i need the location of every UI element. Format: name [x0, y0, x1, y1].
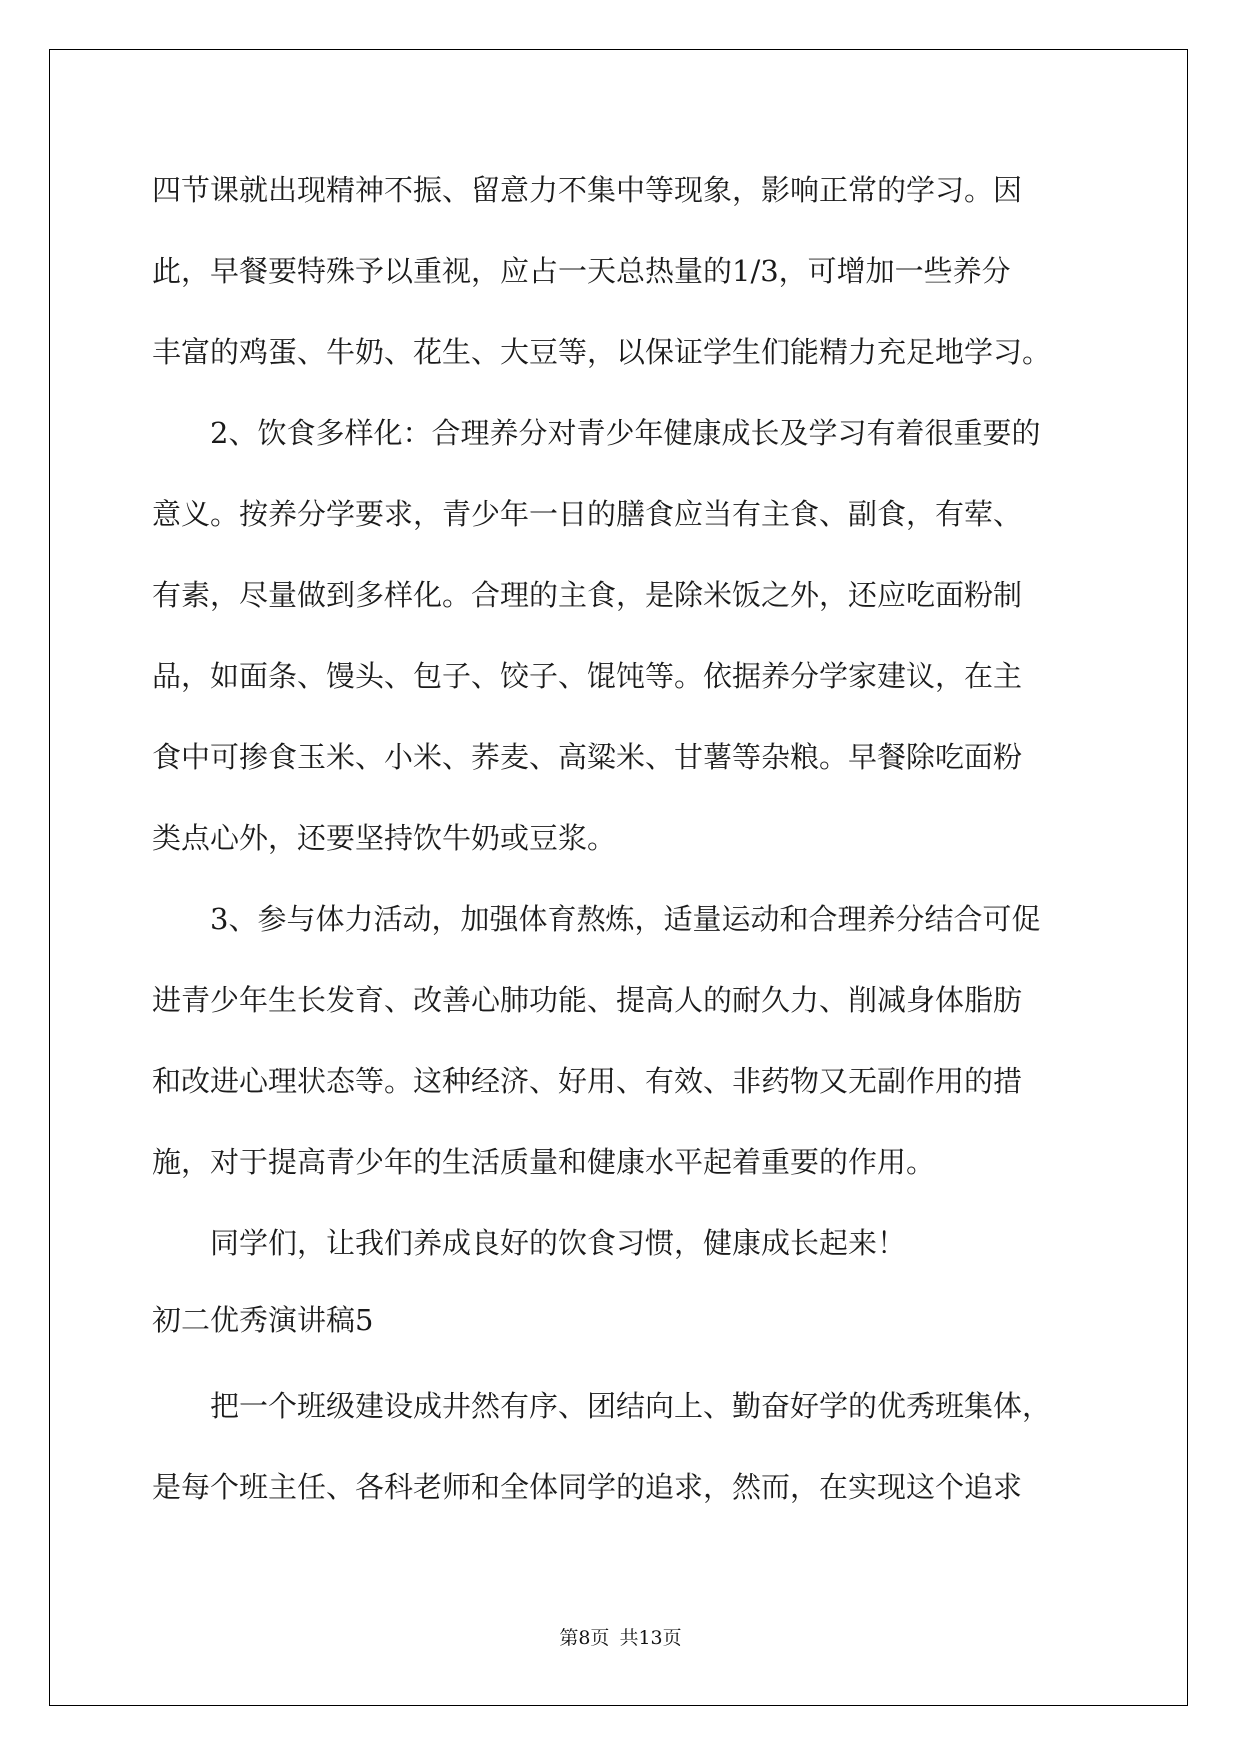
paragraph-5-line-2: 是每个班主任、各科老师和全体同学的追求，然而，在实现这个追求: [152, 1470, 1023, 1504]
page-footer: [0, 1623, 1241, 1650]
page-number: 第8页: [559, 1627, 610, 1649]
paragraph-3-line-3: 和改进心理状态等。这种经济、好用、有效、非药物又无副作用的措: [152, 1064, 1023, 1098]
paragraph-1-line-3: 丰富的鸡蛋、牛奶、花生、大豆等，以保证学生们能精力充足地学习。: [152, 335, 1052, 369]
paragraph-4-line-1: 同学们，让我们养成良好的饮食习惯，健康成长起来！: [210, 1226, 907, 1260]
paragraph-1-line-1: 四节课就出现精神不振、留意力不集中等现象，影响正常的学习。因: [152, 173, 1023, 207]
paragraph-2-line-4: 品，如面条、馒头、包子、饺子、馄饨等。依据养分学家建议，在主: [152, 659, 1023, 693]
paragraph-3-line-4: 施，对于提高青少年的生活质量和健康水平起着重要的作用。: [152, 1145, 936, 1179]
paragraph-1-line-2: 此，早餐要特殊予以重视，应占一天总热量的1/3，可增加一些养分: [152, 254, 1011, 288]
paragraph-2-line-3: 有素，尽量做到多样化。合理的主食，是除米饭之外，还应吃面粉制: [152, 578, 1023, 612]
paragraph-2-line-1: 2、饮食多样化：合理养分对青少年健康成长及学习有着很重要的: [210, 416, 1041, 450]
section-heading: 初二优秀演讲稿5: [152, 1303, 374, 1337]
paragraph-5-line-1: 把一个班级建设成井然有序、团结向上、勤奋好学的优秀班集体，: [210, 1389, 1052, 1423]
page-total: 共13页: [619, 1627, 682, 1649]
paragraph-3-line-1: 3、参与体力活动，加强体育熬炼，适量运动和合理养分结合可促: [210, 902, 1041, 936]
paragraph-2-line-2: 意义。按养分学要求，青少年一日的膳食应当有主食、副食，有荤、: [152, 497, 1023, 531]
paragraph-2-line-6: 类点心外，还要坚持饮牛奶或豆浆。: [152, 821, 617, 855]
paragraph-2-line-5: 食中可掺食玉米、小米、荞麦、高粱米、甘薯等杂粮。早餐除吃面粉: [152, 740, 1023, 774]
paragraph-3-line-2: 进青少年生长发育、改善心肺功能、提高人的耐久力、削减身体脂肪: [152, 983, 1023, 1017]
document-body: [152, 150, 1092, 1528]
